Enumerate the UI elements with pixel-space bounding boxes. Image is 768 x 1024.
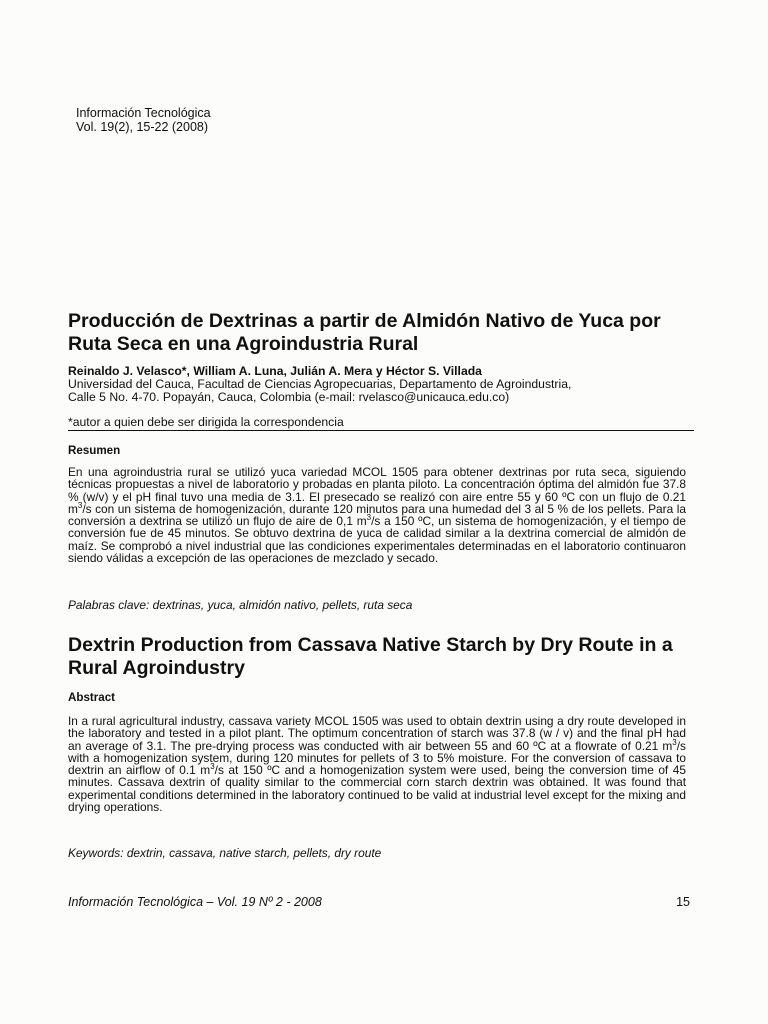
resumen-heading: Resumen (68, 444, 121, 457)
resumen-text-part1: En una agroindustria rural se utilizó yuca variedad MCOL 1505 para obtener dextrinas por ruta seca, siguiendo técnicas propuestas a nivel de laboratorio y probadas en planta piloto. La concentración óptima del almidón fue 37.8 % (w/v) y el pH final tuvo una media de 3.1. El presecado se realizó con aire entre 55 y 60 ºC con un flujo de 0.21 m (68, 465, 686, 516)
abstract-superscript-1: 3 (672, 737, 677, 747)
affiliation-address: Calle 5 No. 4-70. Popayán, Cauca, Colombia (e-mail: rvelasco@unicauca.edu.co) (68, 390, 510, 404)
journal-volume: Vol. 19(2), 15-22 (2008) (76, 120, 209, 134)
authors-block (68, 365, 698, 404)
abstract-heading: Abstract (68, 691, 116, 704)
correspondence-note: *autor a quien debe ser dirigida la correspondencia (68, 416, 694, 431)
resumen-text-part3: /s a 150 ºC, un sistema de homogenización, y el tiempo de conversión fue de 45 minutos. Se obtuvo dextrina de yuca de calidad similar a la dextrina comercial de almidón de maíz. Se comprobó a nivel industrial que las condiciones experimentales determinadas en el laboratorio continuaron siendo válidas a excepción de las operaciones de mezclado y secado. (68, 514, 686, 566)
abstract-text-part1: In a rural agricultural industry, cassava variety MCOL 1505 was used to obtain dextrin using a dry route developed in the laboratory and tested in a pilot plant. The optimum concentration of starch was 37.8 (w / v) and the final pH had an average of 3.1. The pre-drying process was conducted with air between 55 and 60 ºC at a flowrate of 0.21 m (68, 714, 686, 753)
footer-journal: Información Tecnológica – Vol. 19 Nº 2 - 2008 (68, 895, 322, 909)
resumen-body (68, 466, 686, 564)
abstract-body (68, 715, 686, 813)
resumen-text-part2: /s con un sistema de homogenización, durante 120 minutos para una humedad del 3 al 5 % de los pellets. Para la conversión a dextrina se utilizó un flujo de aire de 0,1 m (68, 501, 686, 529)
english-title: Dextrin Production from Cassava Native Starch by Dry Route in a Rural Agroindustry (68, 634, 673, 679)
page-number: 15 (676, 895, 690, 909)
author-list: Reinaldo J. Velasco*, William A. Luna, Julián A. Mera y Héctor S. Villada (68, 364, 482, 378)
affiliation-line: Universidad del Cauca, Facultad de Ciencias Agropecuarias, Departamento de Agroindustria, (68, 377, 572, 391)
resumen-superscript-1: 3 (77, 500, 83, 510)
abstract-text-part2: /s with a homogenization system, during 120 minutes for pellets of 3 to 5% moisture. For the conversion of cassava to dextrin an airflow of 0.1 m (68, 738, 686, 778)
abstract-text-part3: /s at 150 ºC and a homogenization system were used, being the conversion time of 45 minutes. Cassava dextrin of quality similar to the commercial corn starch dextrin was obtained. It was found that experimental conditions determined in the laboratory continued to be valid at industrial level except for the mixing and drying operations. (68, 763, 686, 815)
abstract-superscript-2: 3 (210, 762, 215, 772)
spanish-title: Producción de Dextrinas a partir de Almidón Nativo de Yuca por Ruta Seca en una Agroindustria Rural (68, 310, 661, 355)
palabras-clave: Palabras clave: dextrinas, yuca, almidón nativo, pellets, ruta seca (68, 598, 413, 612)
keywords: Keywords: dextrin, cassava, native starch, pellets, dry route (68, 846, 382, 860)
resumen-superscript-2: 3 (366, 513, 372, 523)
journal-header (76, 106, 211, 134)
journal-name: Información Tecnológica (76, 106, 211, 120)
